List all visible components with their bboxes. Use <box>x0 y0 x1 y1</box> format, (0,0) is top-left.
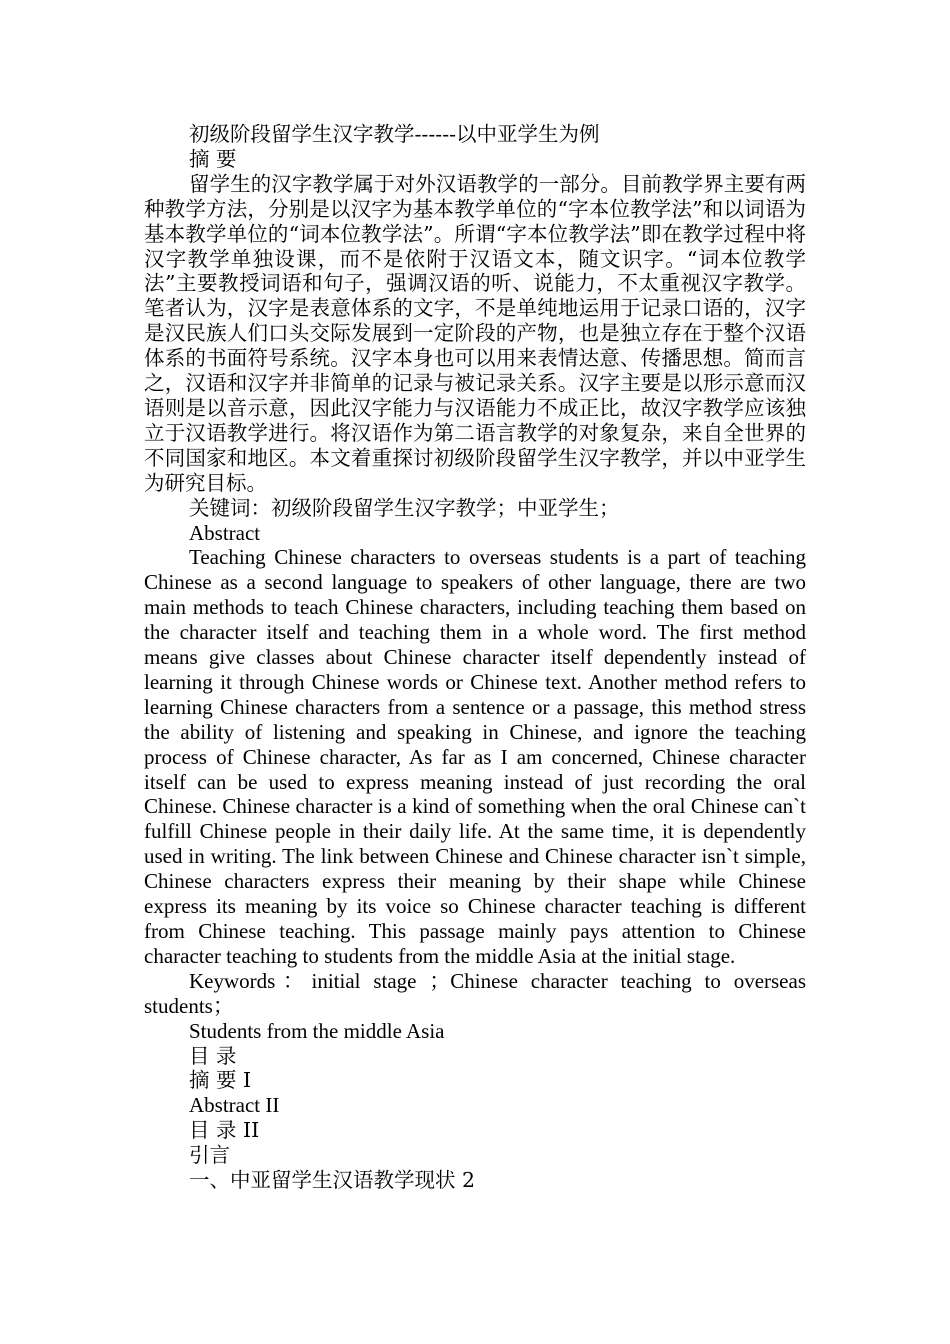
keywords-cn: 关键词：初级阶段留学生汉字教学；中亚学生； <box>189 495 620 520</box>
keywords-en-continued: Students from the middle Asia <box>189 1018 445 1043</box>
toc-item[interactable]: 引言 <box>189 1143 230 1168</box>
abstract-paragraph: 留学生的汉字教学属于对外汉语教学的一部分。目前教学界主要有两种教学方法，分别是以汉字为基本教学单位的“字本位教学法”和以词语为基本教学单位的“词本位教学法”。所谓“字本位教学法”即在教学过程中将汉字教学单独设课，而不是依附于汉语文本，随文识字。“词本位教学法”主要教授词语和句子，强调汉语的听、说能力，不太重视汉字教学。笔者认为，汉字是表意体系的文字，不是单纯地运用于记录口语的，汉字是汉民族人们口头交际发展到一定阶段的产物，也是独立存在于整个汉语体系的书面符号系统。汉字本身也可以用来表情达意、传播思想。简而言之，汉语和汉字并非简单的记录与被记录关系。汉字主要是以形示意而汉语则是以音示意，因此汉字能力与汉语能力不成正比，故汉字教学应该独立于汉语教学进行。将汉语作为第二语言教学的对象复杂，来自全世界的不同国家和地区。本文着重探讨初级阶段留学生汉字教学，并以中亚学生为研究目标。 <box>144 171 806 495</box>
keywords-en: Keywords：initial stage ；Chinese character teaching to overseas students； <box>144 968 806 1018</box>
document-body <box>144 122 806 1193</box>
document-title: 初级阶段留学生汉字教学------以中亚学生为例 <box>189 122 600 146</box>
abstract-en-heading: Abstract <box>189 520 261 545</box>
toc-item[interactable]: Abstract II <box>189 1093 280 1118</box>
abstract-en-paragraph: Teaching Chinese characters to overseas students is a part of teaching Chinese as a second language to speakers of other language, there are two main methods to teach Chinese characters, including teaching them based on the character itself and teaching them in a whole word. The first method means give classes about Chinese character itself dependently instead of learning it through Chinese words or Chinese text. Another method refers to learning Chinese characters from a sentence or a passage, this method stress the ability of listening and speaking in Chinese, and ignore the teaching process of Chinese character, As far as I am concerned, Chinese character itself can be used to express meaning instead of just recording the oral Chinese. Chinese character is a kind of something when the oral Chinese can`t fulfill Chinese people in their daily life. At the same time, it is dependently used in writing. The link between Chinese and Chinese character isn`t simple, Chinese characters express their meaning by their shape while Chinese express its meaning by its voice so Chinese character teaching is different from Chinese teaching. This passage mainly pays attention to Chinese character teaching to students from the middle Asia at the initial stage. <box>144 545 806 968</box>
abstract-heading: 摘 要 <box>189 146 237 171</box>
toc-item[interactable]: 一、中亚留学生汉语教学现状 2 <box>189 1168 476 1193</box>
toc-item[interactable]: 摘 要 I <box>189 1068 252 1093</box>
toc-item[interactable]: 目 录 II <box>189 1118 260 1143</box>
toc-heading: 目 录 <box>189 1043 237 1068</box>
